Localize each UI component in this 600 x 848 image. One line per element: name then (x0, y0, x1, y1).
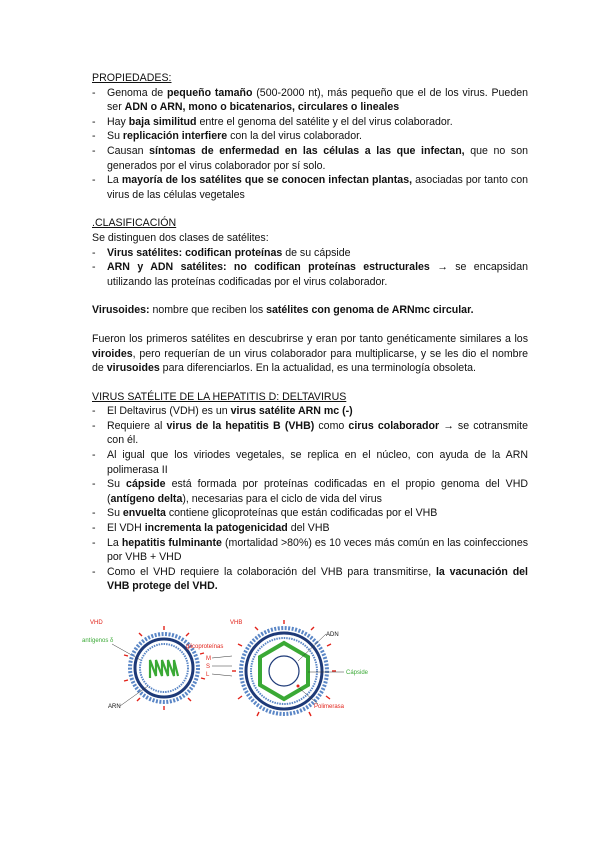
text-run: La (107, 536, 122, 549)
list-item (92, 144, 528, 173)
polimerasa-label: Polimerasa (314, 704, 345, 710)
list-item (92, 115, 528, 130)
virus-diagram (82, 616, 532, 718)
text-run: está formada por proteínas codificadas en el propio genoma del VHD ( (107, 478, 528, 505)
adn-label: ADN (326, 632, 339, 638)
text-run: Como el VHD requiere la colaboración del VHB para transmitirse, (107, 565, 436, 578)
vhb-label: VHB (230, 620, 243, 626)
text-run: → se encapsidan utilizando las proteínas codificadas por el virus colaborador. (107, 261, 528, 288)
text-run: Su (107, 507, 123, 520)
text-run: Su (107, 478, 127, 491)
bold-text: Virusoides: (92, 304, 150, 317)
text-run: Al igual que los viriodes vegetales, se replica en el núcleo, con ayuda de la ARN polimerasa II (107, 449, 528, 476)
list-item (92, 260, 528, 289)
text-run: nombre que reciben los (149, 304, 267, 317)
text-run: que no son generados por el virus colaborador por sí solo. (107, 144, 529, 172)
bold-text: pequeño tamaño (166, 86, 253, 99)
text-run: Requiere al (107, 419, 167, 432)
l-label: L (206, 672, 210, 678)
text-run: (500-2000 nt), más pequeño que el de los virus. Pueden ser (107, 86, 529, 114)
text-run: El VDH (107, 522, 145, 535)
bold-text: la vacunación del VHB protege del VHD. (107, 565, 528, 593)
list-item (92, 506, 528, 521)
arn-label: ARN (108, 704, 121, 710)
text-run: ), necesarias para el ciclo de vida del virus (182, 492, 382, 505)
text-run: con la del virus colaborador. (227, 130, 362, 143)
text-run: del VHB (287, 522, 330, 535)
list-item (92, 246, 528, 261)
text-run: Hay (107, 115, 129, 128)
list-item (92, 477, 528, 506)
bold-text: virus satélite ARN mc (-) (230, 405, 353, 418)
bold-text: incrementa la patogenicidad (144, 522, 288, 535)
text-run: entre el genoma del satélite y el del virus colaborador. (196, 115, 453, 128)
list-item (92, 419, 528, 448)
text-run: Genoma de (107, 86, 167, 99)
bold-text: cirus colaborador (348, 419, 440, 432)
capside-label: Cápside (346, 670, 369, 676)
list-item (92, 536, 528, 565)
bold-text: mayoría de los satélites que se conocen infectan plantas, (121, 174, 413, 187)
list-item (92, 521, 528, 536)
section-title-clasificacion: .CLASIFICACIÓN (92, 217, 177, 230)
bold-text: ARN y ADN satélites: no codifican proteínas estructurales (107, 261, 430, 274)
bold-text: virus de la hepatitis B (VHB) (166, 419, 315, 432)
clasificacion-list (92, 246, 528, 290)
text-run: , pero requerían de un virus colaborador para multiplicarse, y se les dio el nombre de (92, 347, 528, 375)
bold-text: replicación interfiere (122, 130, 228, 143)
list-item (92, 86, 528, 115)
bold-text: cápside (126, 478, 166, 491)
text-run: Su (107, 130, 123, 143)
deltavirus-list (92, 404, 528, 594)
text-run: contiene glicoproteínas que están codificadas por el VHB (165, 507, 438, 520)
bold-text: viroides (92, 347, 133, 360)
polimerasa-dot (297, 685, 300, 688)
bold-text: hepatitis fulminante (121, 536, 222, 549)
bold-text: síntomas de enfermedad en las células a las que infectan, (149, 144, 465, 157)
bold-text: antígeno delta (110, 492, 183, 505)
clasificacion-intro: Se distinguen dos clases de satélites: (92, 231, 269, 244)
msl-pointers (212, 656, 232, 676)
propiedades-list (92, 86, 528, 203)
list-item (92, 565, 528, 594)
document-page (92, 71, 528, 594)
s-label: S (206, 664, 211, 670)
bold-text: baja similitud (128, 115, 197, 128)
history-paragraph (92, 332, 528, 376)
list-item (92, 404, 528, 419)
text-run: Causan (107, 144, 150, 157)
list-item (92, 448, 528, 477)
m-label: M (206, 656, 211, 662)
bold-text: envuelta (122, 507, 166, 520)
antigenos-label: antígenos δ (82, 638, 114, 644)
virusoides-paragraph (92, 303, 528, 318)
text-run: Fueron los primeros satélites en descubrirse y eran por tanto genéticamente similares a los (92, 332, 528, 345)
text-run: para diferenciarlos. En la actualidad, es una terminología obsoleta. (159, 362, 476, 375)
text-run: de su cápside (282, 246, 351, 259)
section-title-propiedades: PROPIEDADES: (92, 72, 172, 84)
text-run: (mortalidad >80%) es 10 veces más común en las coinfecciones por VHB + VHD (107, 536, 529, 564)
bold-text: Virus satélites: codifican proteínas (107, 246, 283, 259)
list-item (92, 173, 528, 202)
section-title-deltavirus: VIRUS SATÉLITE DE LA HEPATITIS D: DELTAVIRUS (92, 390, 347, 403)
text-run: como (314, 419, 349, 432)
vhd-label: VHD (90, 620, 103, 626)
text-run: La (107, 174, 122, 187)
bold-text: ADN o ARN, mono o bicatenarios, circulares o lineales (124, 101, 400, 114)
text-run: → se cotransmite con él. (107, 419, 529, 447)
list-item (92, 129, 528, 144)
text-run: asociadas por tanto con virus de las células vegetales (107, 174, 528, 201)
glicoproteinas-label: glicoproteínas (186, 644, 224, 650)
vhb-particle (241, 628, 327, 714)
bold-text: virusoides (106, 362, 160, 375)
text-run: El Deltavirus (VDH) es un (107, 405, 231, 418)
bold-text: satélites con genoma de ARNmc circular. (266, 304, 474, 317)
